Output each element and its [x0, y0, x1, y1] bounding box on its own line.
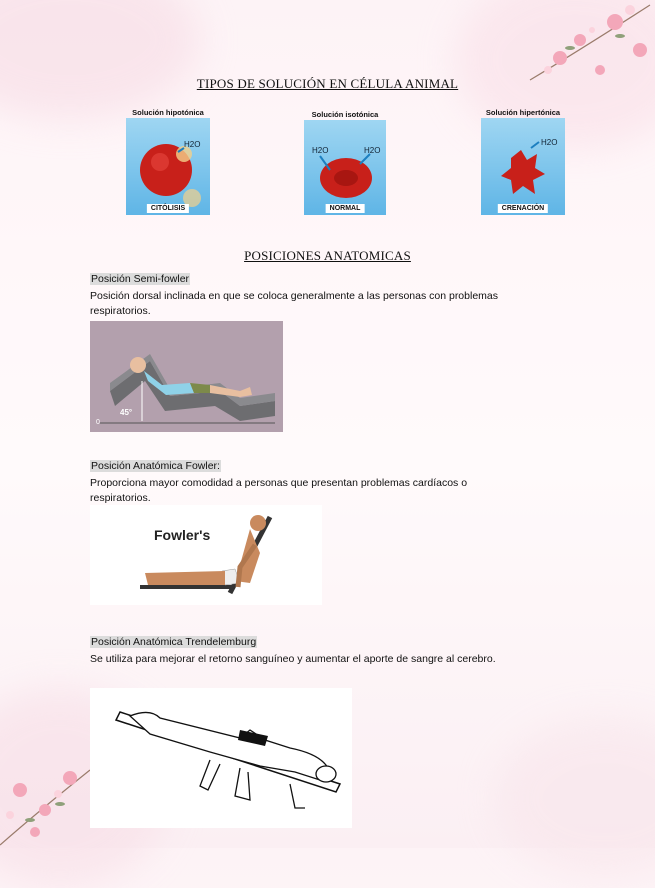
origin-label: 0: [96, 419, 100, 426]
cell-result-label: CITÓLISIS: [147, 204, 189, 213]
section-title-positions: POSICIONES ANATOMICAS: [244, 248, 411, 263]
position-description: Se utiliza para mejorar el retorno sanguíneo y aumentar el aporte de sangre al cerebro.: [90, 653, 496, 665]
position-heading: Posición Anatómica Trendelemburg: [91, 636, 257, 648]
cell-caption: Solución hipotónica: [132, 108, 204, 117]
hypertonic-cell-image: [481, 118, 565, 215]
cell-caption: Solución hipertónica: [485, 108, 561, 117]
cell-result-label: CRENACIÓN: [498, 204, 548, 213]
cell-card-hypertonic: [481, 107, 565, 215]
trendelemburg-image: [90, 688, 352, 828]
h2o-label: H2O: [541, 138, 558, 147]
isotonic-cell-image: [304, 120, 386, 215]
fowler-image: [90, 505, 322, 605]
cell-caption: Solución isotónica: [311, 110, 379, 119]
background-wash: [0, 0, 200, 120]
hypotonic-cell-image: [126, 118, 210, 215]
position-description: Proporciona mayor comodidad a personas que presentan problemas cardíacos o respiratorios.: [90, 477, 468, 504]
cell-card-hypotonic: [126, 107, 210, 215]
position-heading: Posición Anatómica Fowler:: [91, 460, 220, 472]
h2o-label: H2O: [364, 146, 381, 155]
fowler-image-label: Fowler's: [154, 527, 211, 543]
h2o-label: H2O: [312, 146, 329, 155]
position-description: Posición dorsal inclinada en que se coloca generalmente a las personas con problemas respiratorios.: [90, 290, 498, 317]
h2o-label: H2O: [184, 140, 201, 149]
angle-label: 45°: [120, 408, 133, 417]
background-wash: [495, 718, 655, 878]
cell-card-isotonic: [304, 109, 386, 215]
position-heading: Posición Semi-fowler: [91, 273, 190, 285]
semi-fowler-image: [90, 321, 283, 432]
section-title-cells: TIPOS DE SOLUCIÓN EN CÉLULA ANIMAL: [196, 76, 459, 91]
cell-result-label: NORMAL: [326, 204, 365, 213]
